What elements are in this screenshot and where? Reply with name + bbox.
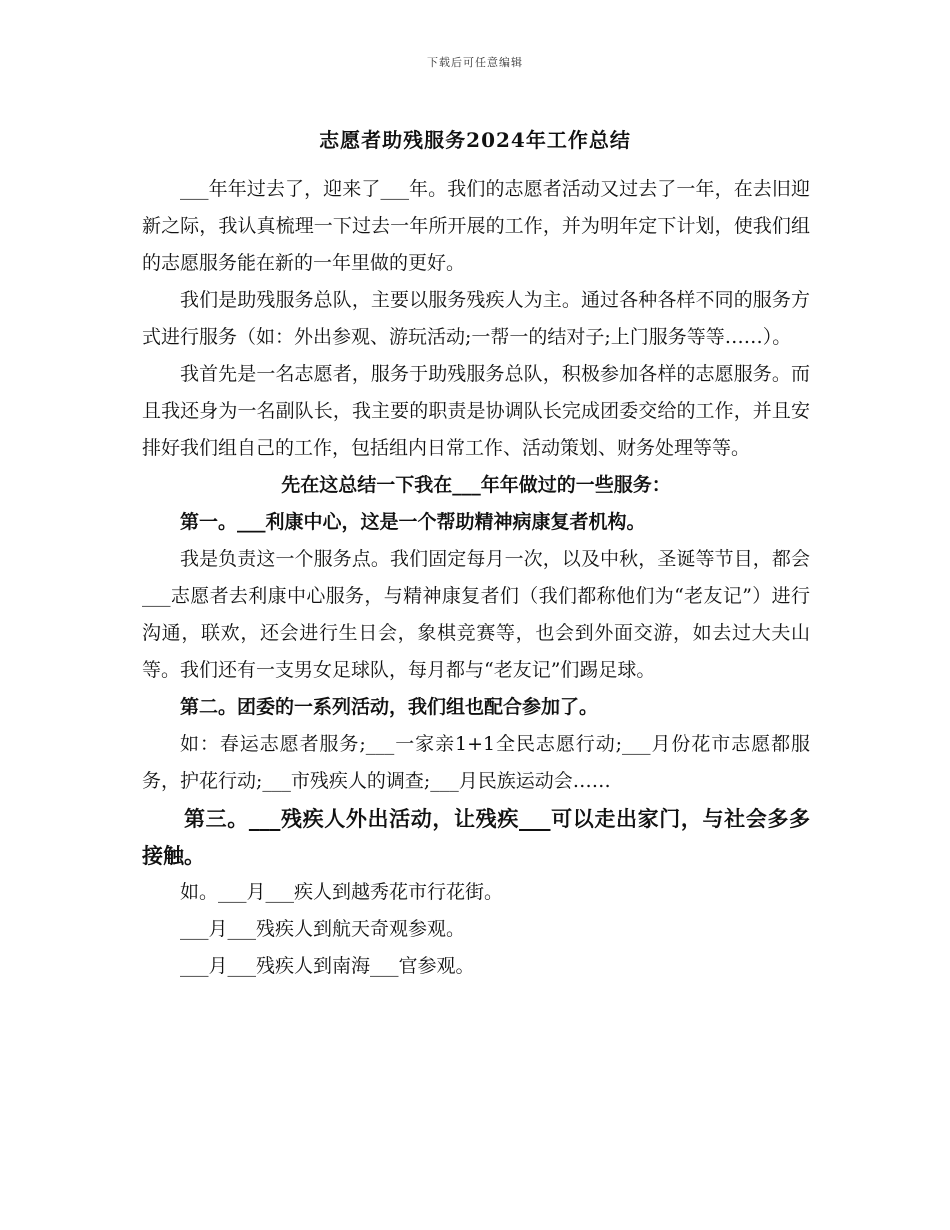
section-heading-second: 第二。团委的一系列活动，我们组也配合参加了。	[180, 696, 599, 718]
paragraph-role: 我首先是一名志愿者，服务于助残服务总队，积极参加各样的志愿服务。而且我还身为一名副队长，我主要的职责是协调队长完成团委交给的工作，并且安排好我们组自己的工作，包括组内日常工作、活动策划、财务处理等等。	[142, 363, 810, 459]
section-heading-summary: 先在这总结一下我在___年年做过的一些服务：	[281, 474, 671, 496]
header-note: 下载后可任意编辑	[427, 56, 523, 69]
document-body	[142, 171, 810, 985]
section-heading-first: 第一。___利康中心，这是一个帮助精神病康复者机构。	[180, 511, 646, 533]
paragraph-outing-1: 如。___月___疾人到越秀花市行花街。	[180, 881, 504, 903]
document-title: 志愿者助残服务2024年工作总结	[319, 128, 631, 152]
paragraph-team-description: 我们是助残服务总队，主要以服务残疾人为主。通过各种各样不同的服务方式进行服务（如：外出参观、游玩活动;一帮一的结对子;上门服务等等……）。	[142, 289, 810, 348]
paragraph-outing-3: ___月___残疾人到南海___官参观。	[180, 955, 475, 977]
paragraph-likang-service: 我是负责这一个服务点。我们固定每月一次，以及中秋，圣诞等节目，都会___志愿者去利康中心服务，与精神康复者们（我们都称他们为“老友记”）进行沟通，联欢，还会进行生日会，象棋竞赛等，也会到外面交游，如去过大夫山等。我们还有一支男女足球队，每月都与“老友记”们踢足球。	[142, 548, 810, 681]
paragraph-intro: ___年年过去了，迎来了___年。我们的志愿者活动又过去了一年，在去旧迎新之际，我认真梳理一下过去一年所开展的工作，并为明年定下计划，使我们组的志愿服务能在新的一年里做的更好。	[142, 178, 810, 274]
paragraph-activities-list: 如：春运志愿者服务;___一家亲1+1全民志愿行动;___月份花市志愿都服务，护花行动;___市残疾人的调查;___月民族运动会……	[142, 733, 810, 792]
paragraph-outing-2: ___月___残疾人到航天奇观参观。	[180, 918, 466, 940]
section-heading-third: 第三。___残疾人外出活动，让残疾___可以走出家门，与社会多多接触。	[142, 806, 810, 868]
